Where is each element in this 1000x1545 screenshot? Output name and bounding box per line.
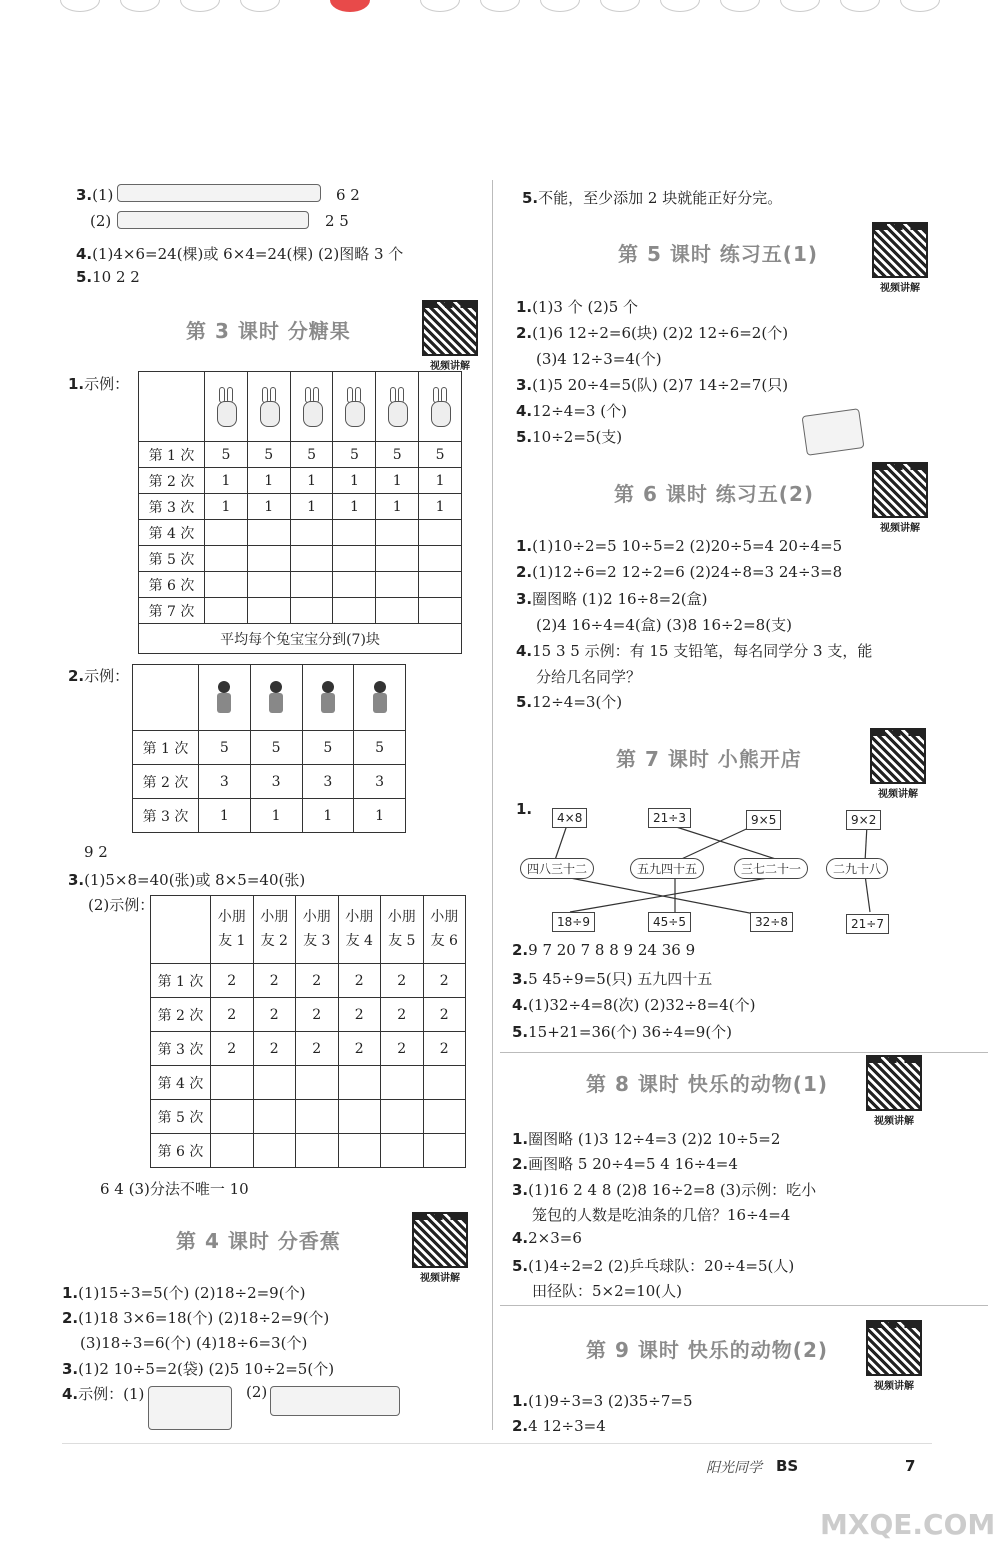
table-cell [381,1134,424,1168]
answer-line: 4.12÷4=3 (个) [516,402,627,420]
banana-bundle-image [270,1386,400,1416]
table-cell [290,598,333,624]
table-cell [290,546,333,572]
answer-line: 4.2×3=6 [512,1229,582,1248]
table-cell [419,572,462,598]
table-cell [419,520,462,546]
rabbit-icon [333,372,376,442]
watermark: MXQE.COM [820,1508,996,1541]
table-cell [211,1100,254,1134]
expression-box: 9×5 [746,810,781,830]
column-header: 小朋 友 6 [423,896,466,964]
row-label: 第 1 次 [151,964,211,998]
table-cell [247,598,290,624]
qr-code[interactable]: 视频讲解 [870,728,926,800]
stamp-icon [801,408,864,456]
answer-line: 分给几名同学？ [536,667,642,686]
table-cell [333,572,376,598]
table-row [139,520,462,546]
table-cell: 5 [354,731,406,765]
table-cell [419,598,462,624]
qr-code[interactable]: 视频讲解 [412,1212,468,1284]
rhyme-oval: 五九四十五 [630,858,704,879]
row-label: 第 3 次 [139,494,205,520]
lesson-title: 第 5 课时 练习五(1) [618,242,819,266]
table-cell: 3 [199,765,251,799]
table-cell [205,520,248,546]
table-cell: 3 [354,765,406,799]
answer-line: 1.(1)3 个 (2)5 个 [516,298,639,316]
table-cell: 1 [205,468,248,494]
table-cell: 3 [302,765,354,799]
answer-line: 4.(1)4×6=24(棵)或 6×4=24(棵) (2)图略 3 个 [76,245,404,263]
table-cell: 3 [250,765,302,799]
table-cell: 5 [247,442,290,468]
child-icon [250,665,302,731]
table-cell [253,1066,296,1100]
table-cell [247,520,290,546]
table-row [139,442,462,468]
table-row [139,572,462,598]
table-cell: 2 [381,964,424,998]
answer-line: 5.10 2 2 [76,268,140,286]
top-decor-strip [0,0,1000,22]
table-cell [419,546,462,572]
table-row [133,799,406,833]
table-row [151,1100,466,1134]
table-cell: 1 [247,468,290,494]
rhyme-oval: 二九十八 [826,858,888,879]
column-header: 小朋 友 2 [253,896,296,964]
table-cell [423,1066,466,1100]
child-icon [302,665,354,731]
table-cell: 1 [376,494,419,520]
table-cell: 2 [211,964,254,998]
table-cell: 1 [247,494,290,520]
answer-line: 5.10÷2=5(支) [516,428,623,446]
answer-line: 3.(1)5×8=40(张)或 8×5=40(张) [68,871,306,889]
candy-table-2 [132,664,406,833]
candy-table-3 [150,895,466,1168]
table-row [139,494,462,520]
rhyme-oval: 三七二十一 [734,858,808,879]
table-cell: 2 [338,1032,381,1066]
table-cell: 2 [423,998,466,1032]
table-cell: 1 [205,494,248,520]
table-cell: 2 [338,964,381,998]
table-cell [205,546,248,572]
table-cell [423,1134,466,1168]
table-row [133,731,406,765]
qr-code-icon [872,222,928,278]
rabbit-icon [376,372,419,442]
banana-group-image [148,1386,232,1430]
answer-text: 9 2 [84,843,108,861]
answer-line: 田径队：5×2=10(人) [532,1281,683,1300]
table-row [151,998,466,1032]
table-cell: 2 [423,1032,466,1066]
answer-line: (3)18÷3=6(个) (4)18÷6=3(个) [80,1334,308,1352]
qr-code[interactable]: 视频讲解 [872,462,928,534]
answer-line: 2.9 7 20 7 8 8 9 24 36 9 [512,941,696,959]
table-cell [376,546,419,572]
answer-text: (2)示例： [88,896,155,914]
table-cell [423,1100,466,1134]
qr-code-icon [866,1055,922,1111]
row-label: 第 6 次 [139,572,205,598]
row-label: 第 3 次 [133,799,199,833]
answer-line: 2.4 12÷3=4 [512,1417,606,1435]
qr-code[interactable]: 视频讲解 [872,222,928,294]
answer-line: 4.示例：(1) [62,1385,145,1403]
table-cell: 2 [423,964,466,998]
table-cell: 5 [250,731,302,765]
rhyme-oval: 四八三十二 [520,858,594,879]
table-cell: 1 [290,494,333,520]
table-cell: 1 [250,799,302,833]
table-cell [338,1066,381,1100]
table-cell: 2 [211,1032,254,1066]
table-cell: 5 [302,731,354,765]
table-cell: 1 [419,494,462,520]
answer-line: 5.15+21=36(个) 36÷4=9(个) [512,1023,733,1042]
table-cell [205,572,248,598]
table-cell: 2 [296,1032,339,1066]
answer-line: 3.(1) [76,186,114,204]
answer-line: (3)4 12÷3=4(个) [536,350,662,368]
table-cell: 2 [253,964,296,998]
section-divider [500,1052,988,1053]
brand-logo: 阳光同学 [706,1460,762,1476]
answer-text: (2) [246,1383,268,1401]
answer-text: 2 5 [325,212,349,230]
expression-box: 9×2 [846,810,881,830]
answer-line: 1.(1)15÷3=5(个) (2)18÷2=9(个) [62,1284,306,1302]
answer-line: 1.(1)9÷3=3 (2)35÷7=5 [512,1392,693,1410]
lesson-title: 第 8 课时 快乐的动物(1) [586,1072,829,1096]
answer-line: 3.(1)2 10÷5=2(袋) (2)5 10÷2=5(个) [62,1360,335,1378]
answer-line: 2.(1)12÷6=2 12÷2=6 (2)24÷8=3 24÷3=8 [516,562,843,581]
answer-line: 4.15 3 5 示例：有 15 支铅笔，每名同学分 3 支，能 [516,641,873,660]
rabbit-icon [419,372,462,442]
row-label: 第 4 次 [151,1066,211,1100]
table-row [139,468,462,494]
answer-line: 3.(1)16 2 4 8 (2)8 16÷2=8 (3)示例：吃小 [512,1180,817,1199]
row-label: 第 2 次 [139,468,205,494]
table-cell: 1 [376,468,419,494]
table-cell: 2 [253,1032,296,1066]
answer-line: 5.不能，至少添加 2 块就能正好分完。 [522,189,783,207]
rabbit-icon [205,372,248,442]
child-icon [354,665,406,731]
expression-box: 21÷7 [846,914,889,934]
table-cell [296,1066,339,1100]
table-cell: 2 [253,998,296,1032]
row-label: 第 2 次 [151,998,211,1032]
answer-line: (2) [90,212,112,230]
table-cell: 2 [296,998,339,1032]
answer-line: 1. [516,800,533,818]
expression-box: 21÷3 [648,808,691,828]
table-cell: 5 [333,442,376,468]
table-cell: 1 [333,494,376,520]
table-cell [290,572,333,598]
table-cell [333,598,376,624]
answer-line: 2.(1)18 3×6=18(个) (2)18÷2=9(个) [62,1309,330,1327]
answer-line: 3.(1)5 20÷4=5(队) (2)7 14÷2=7(只) [516,376,789,394]
table-row [139,598,462,624]
column-header: 小朋 友 4 [338,896,381,964]
table-cell: 1 [354,799,406,833]
table-cell [290,520,333,546]
table-cell: 5 [199,731,251,765]
answer-line: 1.(1)10÷2=5 10÷5=2 (2)20÷5=4 20÷4=5 [516,537,843,555]
qr-code[interactable]: 视频讲解 [866,1320,922,1392]
lesson-title: 第 7 课时 小熊开店 [616,747,802,771]
column-divider [492,180,493,1430]
answer-line: 1.示例： [68,375,130,393]
rabbit-icon [247,372,290,442]
expression-box: 4×8 [552,808,587,828]
table-cell: 2 [296,964,339,998]
table-cell [296,1100,339,1134]
qr-code-icon [422,300,478,356]
table-row [151,1134,466,1168]
coin-strip-image [117,184,321,202]
table-cell: 1 [290,468,333,494]
row-label: 第 4 次 [139,520,205,546]
table-cell: 1 [302,799,354,833]
table-cell [253,1100,296,1134]
expression-box: 18÷9 [552,912,595,932]
table-cell [253,1134,296,1168]
table-cell [296,1134,339,1168]
answer-line: 2.画图略 5 20÷4=5 4 16÷4=4 [512,1155,738,1174]
table-cell [381,1100,424,1134]
row-label: 第 2 次 [133,765,199,799]
table-footer: 平均每个兔宝宝分到(7)块 [139,624,462,654]
column-header: 小朋 友 1 [211,896,254,964]
table-cell [211,1066,254,1100]
answer-text: 6 4 (3)分法不唯一 10 [100,1180,249,1198]
lesson-title: 第 3 课时 分糖果 [186,319,351,343]
child-icon [199,665,251,731]
page-number: 7 [905,1457,916,1475]
table-row [151,1066,466,1100]
table-cell: 2 [211,998,254,1032]
rabbit-icon [290,372,333,442]
table-cell [211,1134,254,1168]
series-code: BS [776,1457,799,1475]
answer-line: 笼包的人数是吃油条的几倍？16÷4=4 [532,1205,791,1224]
qr-code-icon [412,1212,468,1268]
qr-code-icon [870,728,926,784]
table-cell [376,520,419,546]
footer-rule [62,1443,932,1444]
qr-code-icon [872,462,928,518]
row-label: 第 5 次 [151,1100,211,1134]
answer-line: 2.示例： [68,667,130,685]
table-cell [247,546,290,572]
lesson-title: 第 6 课时 练习五(2) [614,482,815,506]
table-row [151,964,466,998]
row-label: 第 7 次 [139,598,205,624]
column-header: 小朋 友 3 [296,896,339,964]
expression-box: 45÷5 [648,912,691,932]
table-cell [247,572,290,598]
table-cell [338,1100,381,1134]
table-cell: 1 [419,468,462,494]
table-row [151,1032,466,1066]
candy-table-1 [138,371,462,654]
row-label: 第 5 次 [139,546,205,572]
answer-line: 4.(1)32÷4=8(次) (2)32÷8=4(个) [512,996,756,1015]
table-cell: 5 [419,442,462,468]
table-cell [381,1066,424,1100]
table-cell [333,520,376,546]
table-cell [338,1134,381,1168]
row-label: 第 1 次 [139,442,205,468]
table-cell [205,598,248,624]
table-cell: 5 [376,442,419,468]
table-cell: 5 [205,442,248,468]
table-cell [333,546,376,572]
answer-line: 3.5 45÷9=5(只) 五九四十五 [512,969,713,988]
column-header: 小朋 友 5 [381,896,424,964]
row-label: 第 6 次 [151,1134,211,1168]
lesson-title: 第 9 课时 快乐的动物(2) [586,1338,829,1362]
table-cell: 5 [290,442,333,468]
row-label: 第 3 次 [151,1032,211,1066]
answer-line: 5.(1)4÷2=2 (2)乒乓球队：20÷4=5(人) [512,1256,795,1275]
table-cell [376,598,419,624]
table-cell: 1 [333,468,376,494]
table-row [133,765,406,799]
table-cell: 2 [381,998,424,1032]
table-row [139,546,462,572]
qr-code-icon [866,1320,922,1376]
answer-line: (2)4 16÷4=4(盒) (3)8 16÷2=8(支) [536,616,792,635]
section-divider [500,1305,988,1306]
answer-line: 3.圈图略 (1)2 16÷8=2(盒) [516,590,708,609]
coin-strip-image [117,211,309,229]
answer-text: 6 2 [336,186,360,204]
table-cell: 2 [381,1032,424,1066]
table-cell: 2 [338,998,381,1032]
expression-box: 32÷8 [750,912,793,932]
answer-line: 2.(1)6 12÷2=6(块) (2)2 12÷6=2(个) [516,324,789,342]
qr-code[interactable]: 视频讲解 [866,1055,922,1127]
lesson-title: 第 4 课时 分香蕉 [176,1229,341,1253]
table-cell [376,572,419,598]
answer-line: 1.圈图略 (1)3 12÷4=3 (2)2 10÷5=2 [512,1130,781,1148]
qr-code[interactable]: 视频讲解 [422,300,478,372]
answer-line: 5.12÷4=3(个) [516,693,623,712]
row-label: 第 1 次 [133,731,199,765]
table-cell: 1 [199,799,251,833]
